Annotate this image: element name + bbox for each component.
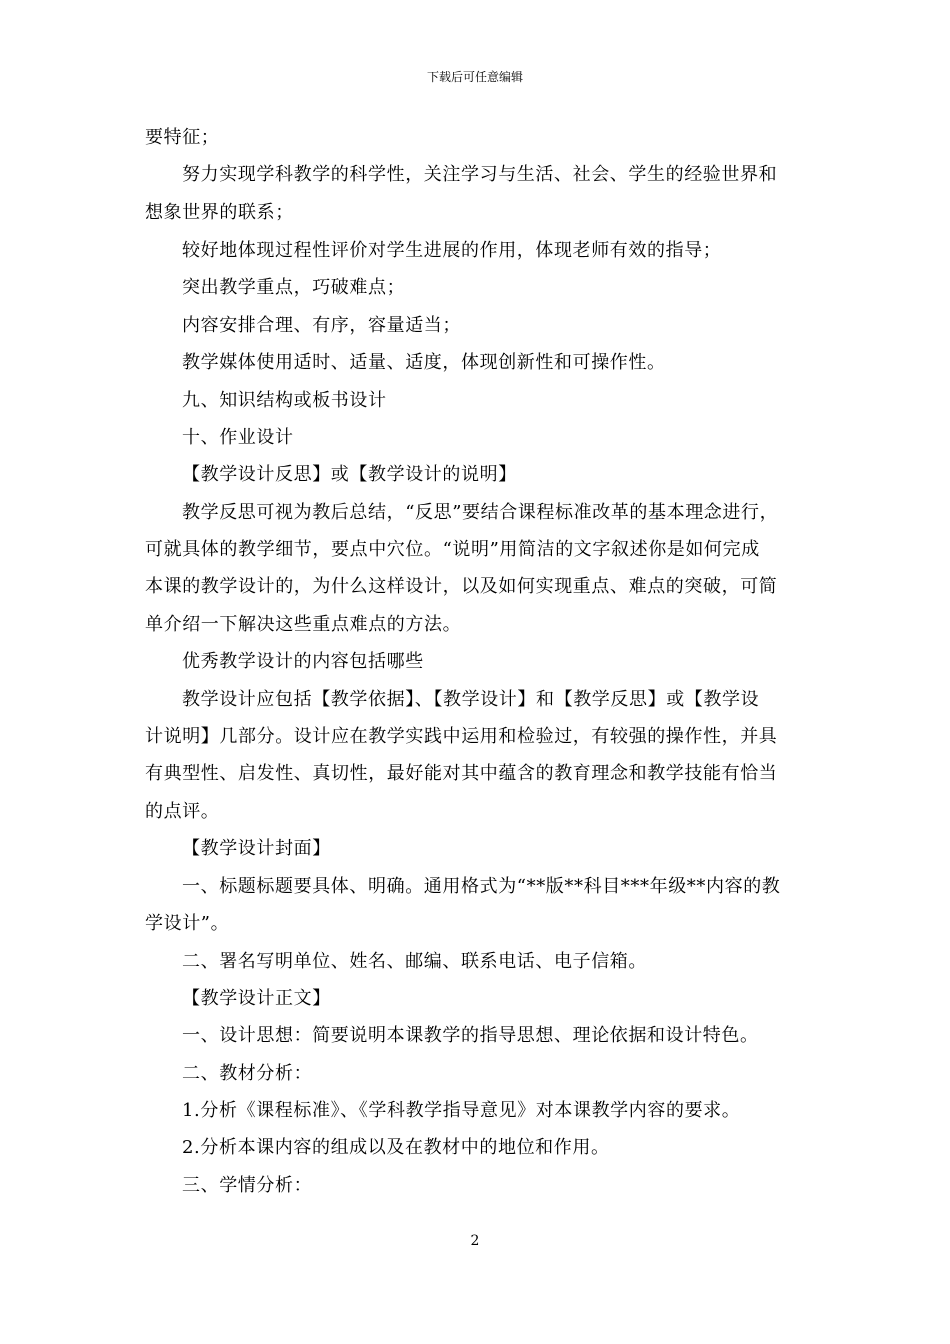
text-line: 的点评。 <box>145 801 220 822</box>
text-line: 二、教材分析： <box>182 1063 313 1084</box>
text-line: 三、学情分析： <box>182 1175 313 1196</box>
text-line: 教学设计应包括【教学依据】、【教学设计】和【教学反思】或【教学设 <box>182 689 760 710</box>
text-line: 单介绍一下解决这些重点难点的方法。 <box>145 614 462 635</box>
text-line: 有典型性、启发性、真切性，最好能对其中蕴含的教育理念和教学技能有恰当 <box>145 763 778 784</box>
text-line: 二、署名写明单位、姓名、邮编、联系电话、电子信箱。 <box>182 951 647 972</box>
text-line: 一、设计思想：简要说明本课教学的指导思想、理论依据和设计特色。 <box>182 1025 759 1046</box>
text-line: 教学反思可视为教后总结，“反思”要结合课程标准改革的基本理念进行， <box>182 502 779 523</box>
section-heading: 【教学设计正文】 <box>182 988 331 1009</box>
text-line: 努力实现学科教学的科学性，关注学习与生活、社会、学生的经验世界和 <box>182 164 778 185</box>
text-line: 2.分析本课内容的组成以及在教材中的地位和作用。 <box>182 1137 610 1158</box>
text-line: 想象世界的联系； <box>145 202 294 223</box>
section-heading: 十、作业设计 <box>182 427 294 448</box>
text-line: 学设计”。 <box>145 913 230 934</box>
text-line: 1.分析《课程标准》、《学科教学指导意见》对本课教学内容的要求。 <box>182 1100 741 1121</box>
section-heading: 九、知识结构或板书设计 <box>182 390 387 411</box>
text-line: 可就具体的教学细节，要点中穴位。“说明”用简洁的文字叙述你是如何完成 <box>145 539 760 560</box>
section-heading: 优秀教学设计的内容包括哪些 <box>182 651 424 672</box>
text-line: 要特征； <box>145 127 220 148</box>
section-heading: 【教学设计反思】或【教学设计的说明】 <box>182 464 517 485</box>
text-line: 内容安排合理、有序，容量适当； <box>182 315 461 336</box>
page-header: 下载后可任意编辑 <box>426 70 523 84</box>
text-line: 计说明】几部分。设计应在教学实践中运用和检验过，有较强的操作性，并具 <box>145 726 778 747</box>
text-line: 本课的教学设计的，为什么这样设计，以及如何实现重点、难点的突破，可简 <box>145 576 778 597</box>
text-line: 一、标题标题要具体、明确。通用格式为“**版**科目***年级**内容的教 <box>182 876 781 897</box>
text-line: 教学媒体使用适时、适量、适度，体现创新性和可操作性。 <box>182 352 666 373</box>
section-heading: 【教学设计封面】 <box>182 838 331 859</box>
text-line: 较好地体现过程性评价对学生进展的作用，体现老师有效的指导； <box>182 240 722 261</box>
page-number: 2 <box>470 1233 480 1249</box>
text-line: 突出教学重点，巧破难点； <box>182 277 406 298</box>
